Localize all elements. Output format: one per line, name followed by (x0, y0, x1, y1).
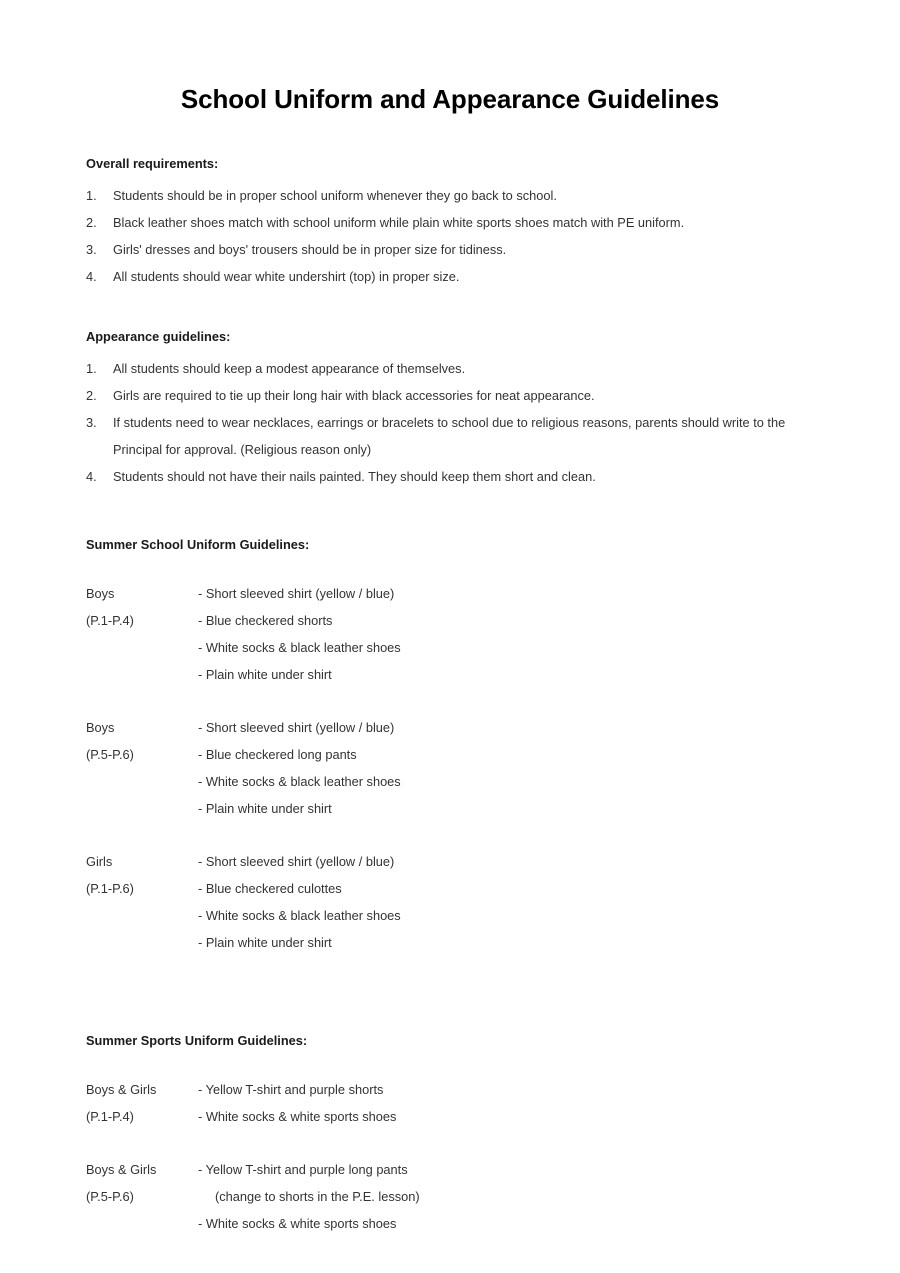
section-heading-appearance-guidelines: Appearance guidelines: (86, 329, 231, 344)
sports-block-group (86, 1076, 198, 1130)
uniform-item: - Short sleeved shirt (yellow / blue) (198, 586, 395, 601)
uniform-block-boys-p1-p4 (86, 580, 810, 688)
sports-item: - White socks & white sports shoes (198, 1216, 397, 1231)
uniform-item: - White socks & black leather shoes (198, 908, 401, 923)
grade-label: (P.1-P.6) (86, 881, 134, 896)
list-item-number: 4. (86, 269, 97, 284)
sports-block-group (86, 1156, 198, 1210)
document-body (86, 155, 810, 1237)
uniform-block-girls-p1-p6 (86, 848, 810, 956)
list-item-text: All students should keep a modest appearance of themselves. (113, 361, 466, 376)
list-item (86, 209, 810, 236)
sports-item: - Yellow T-shirt and purple shorts (198, 1082, 384, 1097)
uniform-item: - Short sleeved shirt (yellow / blue) (198, 854, 395, 869)
uniform-item: - Short sleeved shirt (yellow / blue) (198, 720, 395, 735)
uniform-item: - Plain white under shirt (198, 935, 332, 950)
list-item-number: 2. (86, 215, 97, 230)
page-title: School Uniform and Appearance Guidelines (180, 84, 720, 114)
uniform-block-group (86, 848, 198, 902)
uniform-item: - Blue checkered shorts (198, 613, 333, 628)
group-label: Girls (86, 854, 113, 869)
group-label: Boys & Girls (86, 1082, 157, 1097)
list-item (86, 409, 810, 463)
list-item-number: 2. (86, 388, 97, 403)
grade-label: (P.1-P.4) (86, 613, 134, 628)
grade-label: (P.5-P.6) (86, 747, 134, 762)
list-item-text: If students need to wear necklaces, earrings or bracelets to school due to religious reasons, parents should write to the Principal for approval. (Religious reason only) (113, 415, 786, 457)
sports-block-boys-girls-p1-p4 (86, 1076, 810, 1130)
list-item (86, 182, 810, 209)
list-item-number: 3. (86, 415, 97, 430)
list-item-text: All students should wear white undershirt (top) in proper size. (113, 269, 460, 284)
list-item-number: 4. (86, 469, 97, 484)
grade-label: (P.5-P.6) (86, 1189, 134, 1204)
list-item-number: 1. (86, 361, 97, 376)
list-item (86, 463, 810, 490)
sports-item-note: (change to shorts in the P.E. lesson) (215, 1189, 420, 1204)
appearance-guidelines-list (86, 355, 810, 490)
list-item (86, 236, 810, 263)
list-item (86, 382, 810, 409)
uniform-item: - White socks & black leather shoes (198, 774, 401, 789)
uniform-block-group (86, 714, 198, 768)
section-heading-summer-sports-uniform: Summer Sports Uniform Guidelines: (86, 1033, 308, 1048)
group-label: Boys (86, 720, 115, 735)
list-item-text: Girls are required to tie up their long hair with black accessories for neat appearance. (113, 388, 595, 403)
uniform-block-boys-p5-p6 (86, 714, 810, 822)
sports-block-boys-girls-p5-p6 (86, 1156, 810, 1237)
group-label: Boys & Girls (86, 1162, 157, 1177)
uniform-item: - White socks & black leather shoes (198, 640, 401, 655)
list-item (86, 355, 810, 382)
uniform-item: - Plain white under shirt (198, 667, 332, 682)
sports-item: - White socks & white sports shoes (198, 1109, 397, 1124)
sports-item: - Yellow T-shirt and purple long pants (198, 1162, 408, 1177)
group-label: Boys (86, 586, 115, 601)
uniform-item: - Blue checkered culottes (198, 881, 342, 896)
list-item-text: Girls' dresses and boys' trousers should be in proper size for tidiness. (113, 242, 507, 257)
grade-label: (P.1-P.4) (86, 1109, 134, 1124)
list-item-number: 3. (86, 242, 97, 257)
uniform-item: - Blue checkered long pants (198, 747, 357, 762)
list-item-text: Students should be in proper school uniform whenever they go back to school. (113, 188, 557, 203)
overall-requirements-list (86, 182, 810, 290)
section-heading-summer-school-uniform: Summer School Uniform Guidelines: (86, 537, 310, 552)
uniform-item: - Plain white under shirt (198, 801, 332, 816)
section-heading-overall-requirements: Overall requirements: (86, 156, 219, 171)
list-item-text: Students should not have their nails painted. They should keep them short and clean. (113, 469, 596, 484)
uniform-block-group (86, 580, 198, 634)
list-item-text: Black leather shoes match with school uniform while plain white sports shoes match with PE uniform. (113, 215, 685, 230)
list-item (86, 263, 810, 290)
list-item-number: 1. (86, 188, 97, 203)
